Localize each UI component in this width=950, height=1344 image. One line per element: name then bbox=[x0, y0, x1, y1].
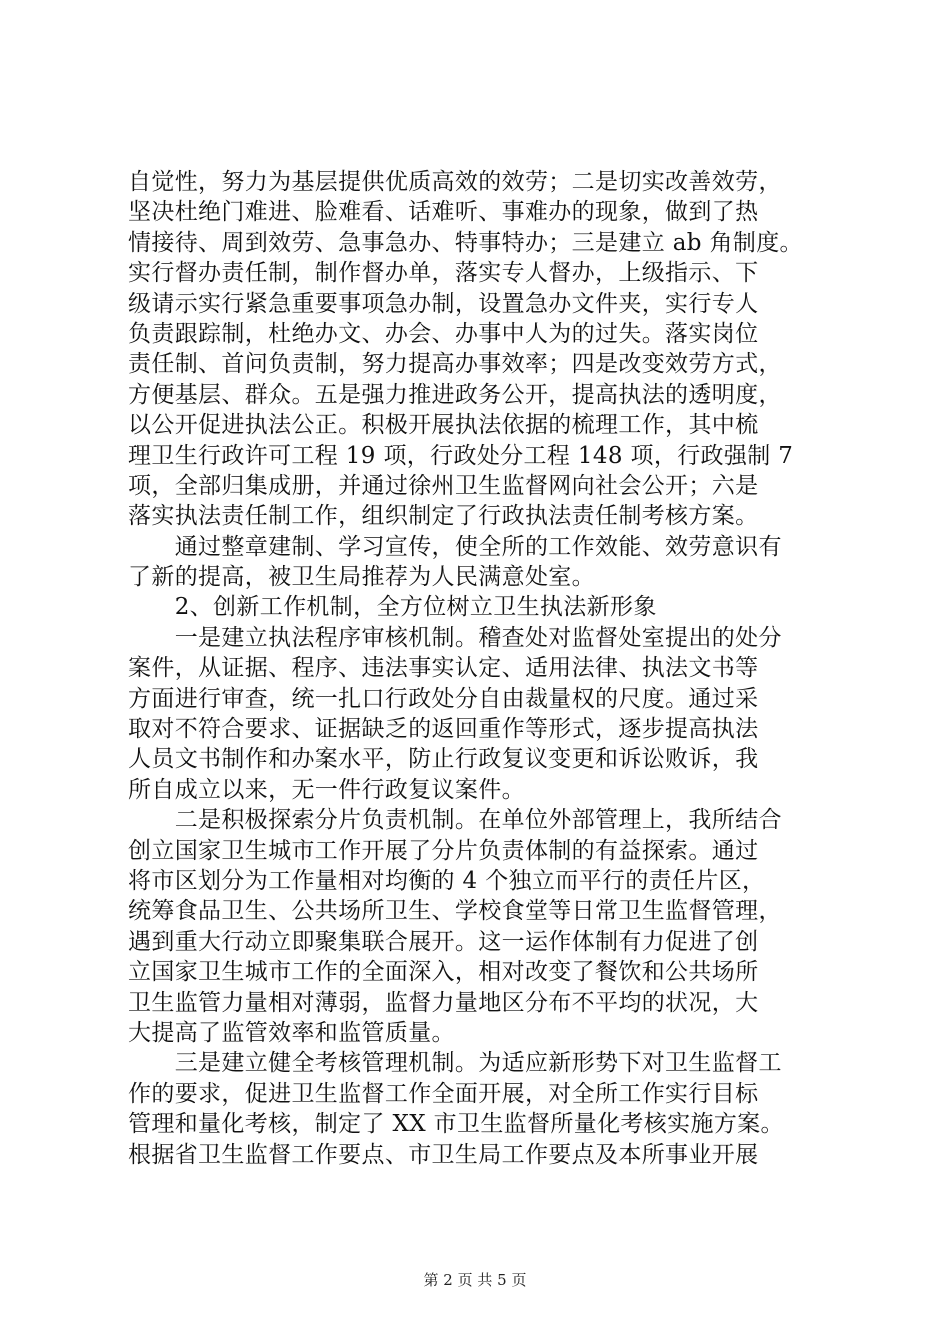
paragraph-start-line: 通过整章建制、学习宣传，使全所的工作效能、效劳意识有 bbox=[128, 533, 782, 560]
text-line: 级请示实行紧急重要事项急办制，设置急办文件夹，实行专人 bbox=[128, 290, 759, 317]
text-line: 人员文书制作和办案水平，防止行政复议变更和诉讼败诉，我 bbox=[128, 746, 759, 773]
text-line: 项，全部归集成册，并通过徐州卫生监督网向社会公开；六是 bbox=[128, 472, 759, 499]
text-line: 实行督办责任制，制作督办单，落实专人督办，上级指示、下 bbox=[128, 260, 759, 287]
text-line: 创立国家卫生城市工作开展了分片负责体制的有益探索。通过 bbox=[128, 837, 759, 864]
page-number-footer: 第 2 页 共 5 页 bbox=[423, 1271, 527, 1289]
text-line: 立国家卫生城市工作的全面深入，相对改变了餐饮和公共场所 bbox=[128, 959, 759, 986]
text-line: 取对不符合要求、证据缺乏的返回重作等形式，逐步提高执法 bbox=[128, 716, 759, 743]
text-line: 方便基层、群众。五是强力推进政务公开，提高执法的透明度， bbox=[128, 381, 782, 408]
text-line: 将市区划分为工作量相对均衡的 4 个独立而平行的责任片区， bbox=[128, 867, 766, 894]
text-line: 自觉性，努力为基层提供优质高效的效劳；二是切实改善效劳， bbox=[128, 169, 782, 195]
text-line: 遇到重大行动立即聚集联合展开。这一运作体制有力促进了创 bbox=[128, 928, 759, 955]
text-line: 落实执法责任制工作，组织制定了行政执法责任制考核方案。 bbox=[128, 503, 759, 530]
text-line: 坚决杜绝门难进、脸难看、话难听、事难办的现象，做到了热 bbox=[128, 199, 759, 226]
text-line: 管理和量化考核，制定了 XX 市卫生监督所量化考核实施方案。 bbox=[128, 1111, 784, 1138]
text-line: 根据省卫生监督工作要点、市卫生局工作要点及本所事业开展 bbox=[128, 1141, 759, 1168]
paragraph-start-line: 三是建立健全考核管理机制。为适应新形势下对卫生监督工 bbox=[128, 1050, 782, 1077]
text-line: 卫生监管力量相对薄弱，监督力量地区分布不平均的状况，大 bbox=[128, 989, 759, 1016]
document-body bbox=[128, 167, 824, 1170]
text-line: 负责跟踪制，杜绝办文、办会、办事中人为的过失。落实岗位 bbox=[128, 320, 759, 347]
text-line: 案件，从证据、程序、违法事实认定、适用法律、执法文书等 bbox=[128, 655, 759, 682]
text-line: 了新的提高，被卫生局推荐为人民满意处室。 bbox=[128, 564, 595, 591]
text-line: 所自成立以来，无一件行政复议案件。 bbox=[128, 776, 525, 803]
text-line: 情接待、周到效劳、急事急办、特事特办；三是建立 ab 角制度。 bbox=[128, 229, 803, 256]
text-line: 以公开促进执法公正。积极开展执法依据的梳理工作，其中梳 bbox=[128, 412, 759, 439]
text-line: 方面进行审查，统一扎口行政处分自由裁量权的尺度。通过采 bbox=[128, 685, 759, 712]
text-line: 责任制、首问负责制，努力提高办事效率；四是改变效劳方式， bbox=[128, 351, 782, 378]
text-line: 理卫生行政许可工程 19 项，行政处分工程 148 项，行政强制 7 bbox=[128, 442, 794, 469]
text-line: 大提高了监管效率和监管质量。 bbox=[128, 1019, 455, 1046]
text-line: 作的要求，促进卫生监督工作全面开展，对全所工作实行目标 bbox=[128, 1080, 759, 1107]
text-line: 统筹食品卫生、公共场所卫生、学校食堂等日常卫生监督管理， bbox=[128, 898, 782, 925]
paragraph-start-line: 二是积极探索分片负责机制。在单位外部管理上，我所结合 bbox=[128, 807, 782, 834]
paragraph-start-line: 一是建立执法程序审核机制。稽查处对监督处室提出的处分 bbox=[128, 624, 782, 651]
section-heading: 2、创新工作机制，全方位树立卫生执法新形象 bbox=[128, 594, 657, 621]
